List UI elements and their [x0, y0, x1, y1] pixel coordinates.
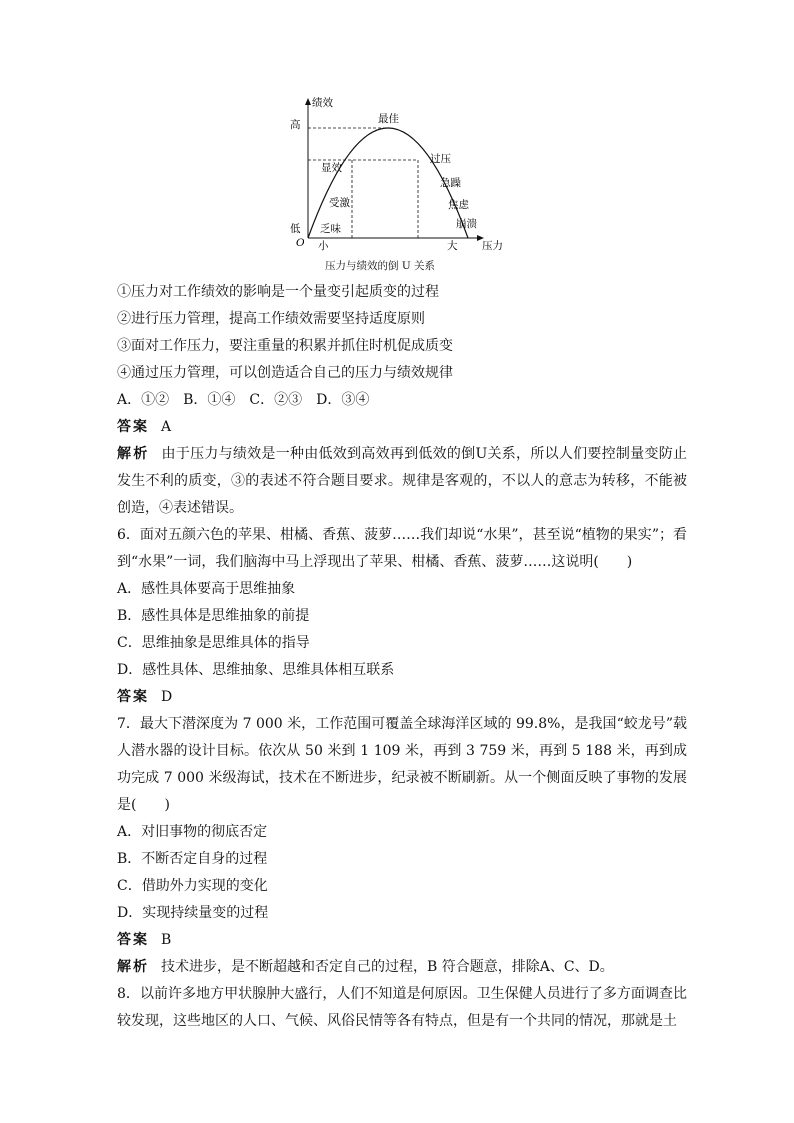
answer-label: 答案 [117, 419, 149, 435]
document-body [117, 279, 687, 1035]
pressure-performance-figure [280, 92, 520, 272]
curve-label-overpressure: 过压 [430, 153, 451, 165]
curve-label-collapse: 崩溃 [456, 218, 477, 230]
q5-options: A．①② B．①④ C．②③ D．③④ [117, 392, 370, 408]
q7-option-b: B．不断否定自身的过程 [117, 851, 268, 867]
curve-label-effective: 显效 [321, 162, 342, 174]
y-low-label: 低 [290, 223, 301, 235]
y-high-label: 高 [290, 119, 301, 131]
x-axis-title: 压力 [482, 240, 503, 252]
q7-option-d: D．实现持续量变的过程 [117, 905, 269, 921]
answer-value: A [161, 419, 172, 435]
answer-value: B [161, 932, 172, 948]
curve-label-impatience: 急躁 [440, 177, 461, 189]
q7-analysis [117, 954, 687, 981]
q7-option-c: C．借助外力实现的变化 [117, 878, 268, 894]
q6-option-a: A．感性具体要高于思维抽象 [117, 581, 296, 597]
analysis-text: 由于压力与绩效是一种由低效到高效再到低效的倒U关系，所以人们要控制量变防止发生不利的质变，③的表述不符合题目要求。规律是客观的，不以人的意志为转移，不能被创造，④表述错误。 [117, 446, 688, 516]
q5-statement-3: ③面对工作压力，要注重量的积累并抓住时机促成质变 [117, 338, 453, 354]
x-small-label: 小 [318, 240, 329, 252]
q5-statement-1: ①压力对工作绩效的影响是一个量变引起质变的过程 [117, 284, 439, 300]
analysis-label: 解析 [117, 446, 150, 462]
q8-stem: 8．以前许多地方甲状腺肿大盛行，人们不知道是何原因。卫生保健人员进行了多方面调查比较发现，这些地区的人口、气候、风俗民情等各有特点，但是有一个共同的情况，那就是土 [117, 986, 687, 1029]
q6-option-d: D．感性具体、思维抽象、思维具体相互联系 [117, 662, 395, 678]
answer-label: 答案 [117, 932, 149, 948]
q6-answer [117, 684, 687, 711]
q7-answer [117, 927, 687, 954]
q6-option-c: C．思维抽象是思维具体的指导 [117, 635, 310, 651]
q7-option-a: A．对旧事物的彻底否定 [117, 824, 268, 840]
curve-label-stimulated: 受激 [329, 197, 350, 209]
q5-answer [117, 414, 687, 441]
curve-label-boredom: 乏味 [320, 223, 341, 235]
answer-value: D [161, 689, 173, 705]
peak-label: 最佳 [378, 113, 399, 125]
figure-caption: 压力与绩效的倒 U 关系 [325, 260, 436, 272]
curve-label-anxiety: 焦虑 [448, 199, 469, 211]
q6-stem: 6．面对五颜六色的苹果、柑橘、香蕉、菠萝……我们却说“水果”，甚至说“植物的果实”；看到“水果”一词，我们脑海中马上浮现出了苹果、柑橘、香蕉、菠萝……这说明( ) [117, 527, 687, 570]
q5-statement-2: ②进行压力管理，提高工作绩效需要坚持适度原则 [117, 311, 425, 327]
inverted-u-diagram [280, 92, 520, 262]
q7-stem: 7．最大下潜深度为 7 000 米，工作范围可覆盖全球海洋区域的 99.8%，是我国“蛟龙号”载人潜水器的设计目标。依次从 50 米到 1 109 米，再到 3 759 米，再到 5 188 米，再到成功完成 7 000 米级海试，技术在不断进步，纪录被不断刷新。从一个侧面反映了事物的发展是( ) [117, 716, 687, 813]
origin-label: O [296, 237, 305, 249]
y-axis-title: 绩效 [312, 97, 333, 109]
y-axis-arrow-icon [305, 98, 311, 105]
x-large-label: 大 [447, 240, 458, 252]
answer-label: 答案 [117, 689, 149, 705]
analysis-label: 解析 [117, 959, 149, 975]
q5-statement-4: ④通过压力管理，可以创造适合自己的压力与绩效规律 [117, 365, 453, 381]
q5-analysis [117, 441, 687, 522]
q6-option-b: B．感性具体是思维抽象的前提 [117, 608, 310, 624]
analysis-text: 技术进步，是不断超越和否定自己的过程，B 符合题意，排除A、C、D。 [161, 959, 614, 975]
